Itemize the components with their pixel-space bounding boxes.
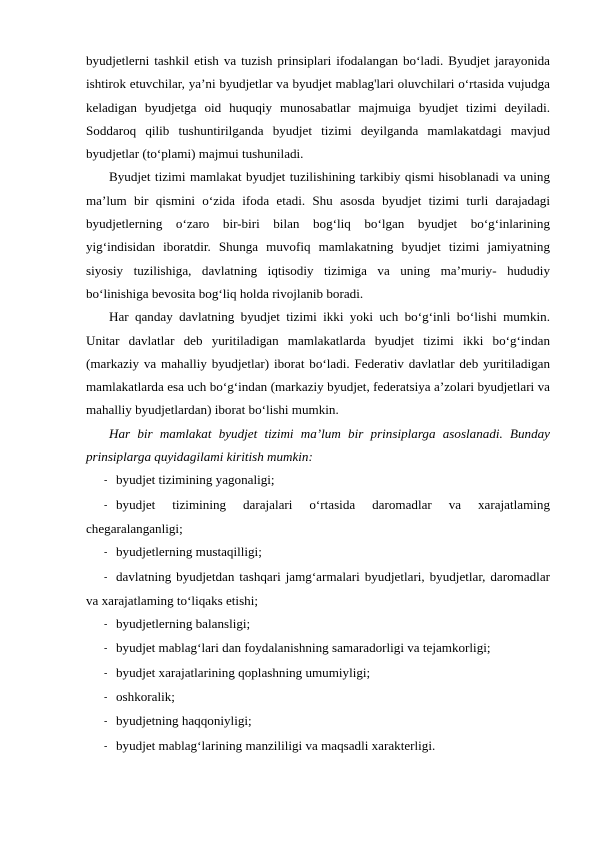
dash-marker: - — [104, 740, 108, 752]
list-item-text: byudjetlerning balansligi; — [116, 616, 251, 632]
list-item-text: byudjet tizimining darajalari o‘rtasida daromadlar va xarajatlaming chegaralanganligi; — [86, 496, 550, 536]
list-item — [86, 468, 550, 492]
paragraph-budget-system-structure: Byudjet tizimi mamlakat byudjet tuzilishining tarkibiy qismi hisoblanadi va uning ma’lum bir qismini o‘zida ifoda etadi. Shu asosda byudjet tizimi turli darajadagi byudjetlerning o‘zaro bir-biri bilan bog‘liq bo‘lgan byudjet bo‘g‘inlarining yig‘indisidan iboratdir. Shunga muvofiq mamlakatning byudjet tizimi jamiyatning siyosiy tuzilishiga, davlatning iqtisodiy tizimiga va uning ma’muriy- hududiy bo‘linishiga bevosita bog‘liq holda rivojlanib boradi. — [86, 169, 550, 301]
list-item-text: byudjet xarajatlarining qoplashning umumiyligi; — [116, 664, 371, 680]
dash-marker: - — [104, 499, 108, 511]
list-item — [86, 493, 550, 541]
list-item — [86, 685, 550, 709]
dash-marker: - — [104, 692, 108, 704]
dash-marker: - — [104, 475, 108, 487]
list-item — [86, 709, 550, 733]
list-item — [86, 661, 550, 685]
list-item-text: byudjet tizimining yagonaligi; — [116, 472, 275, 488]
list-item — [86, 565, 550, 613]
dash-marker: - — [104, 716, 108, 728]
list-item — [86, 612, 550, 636]
list-item-text: byudjetlerning mustaqilligi; — [116, 544, 262, 560]
dash-marker: - — [104, 571, 108, 583]
paragraph-principles-intro: Har bir mamlakat byudjet tizimi ma’lum bir prinsiplarga asoslanadi. Bunday prinsiplarga quyidagilami kiritish mumkin: — [86, 425, 550, 465]
list-item — [86, 636, 550, 660]
document-body — [86, 49, 550, 758]
list-item — [86, 540, 550, 564]
dash-marker: - — [104, 547, 108, 559]
paragraph-budget-system-levels: Har qanday davlatning byudjet tizimi ikki yoki uch bo‘g‘inli bo‘lishi mumkin. Unitar davlatlar deb yuritiladigan mamlakatlarda byudjet tizimi ikki bo‘g‘indan (markaziy va mahalliy byudjetlar) iborat bo‘ladi. Federativ davlatlar deb yuritiladigan mamlakatlarda esa uch bo‘g‘indan (markaziy byudjet, federatsiya a’zolari byudjetlari va mahalliy byudjetlardan) iborat bo‘lishi mumkin. — [86, 309, 550, 418]
dash-marker: - — [104, 619, 108, 631]
list-item-text: byudjetning haqqoniyligi; — [116, 713, 252, 729]
list-item-text: davlatning byudjetdan tashqari jamg‘armalari byudjetlari, byudjetlar, daromadlar va xarajatlaming to‘liqaks etishi; — [86, 568, 550, 608]
list-item-text: byudjet mablag‘larining manzililigi va maqsadli xarakterligi. — [116, 737, 436, 753]
paragraph-continuation: byudjetlerni tashkil etish va tuzish prinsiplari ifodalangan bo‘ladi. Byudjet jarayonida ishtirok etuvchilar, ya’ni byudjetlar va byudjet mablag'lari oluvchilari o‘rtasida vujudga keladigan byudjetga oid huquqiy munosabatlar majmuiga byudjet tizimi deyiladi. Soddaroq qilib tushuntirilganda byudjet tizimi deyilganda mamlakatdagi mavjud byudjetlar (to‘plami) majmui tushuniladi. — [86, 53, 550, 162]
list-item — [86, 734, 550, 758]
dash-marker: - — [104, 643, 108, 655]
dash-marker: - — [104, 667, 108, 679]
list-item-text: byudjet mablag‘lari dan foydalanishning samaradorligi va tejamkorligi; — [116, 640, 491, 656]
list-item-text: oshkoralik; — [116, 689, 175, 705]
